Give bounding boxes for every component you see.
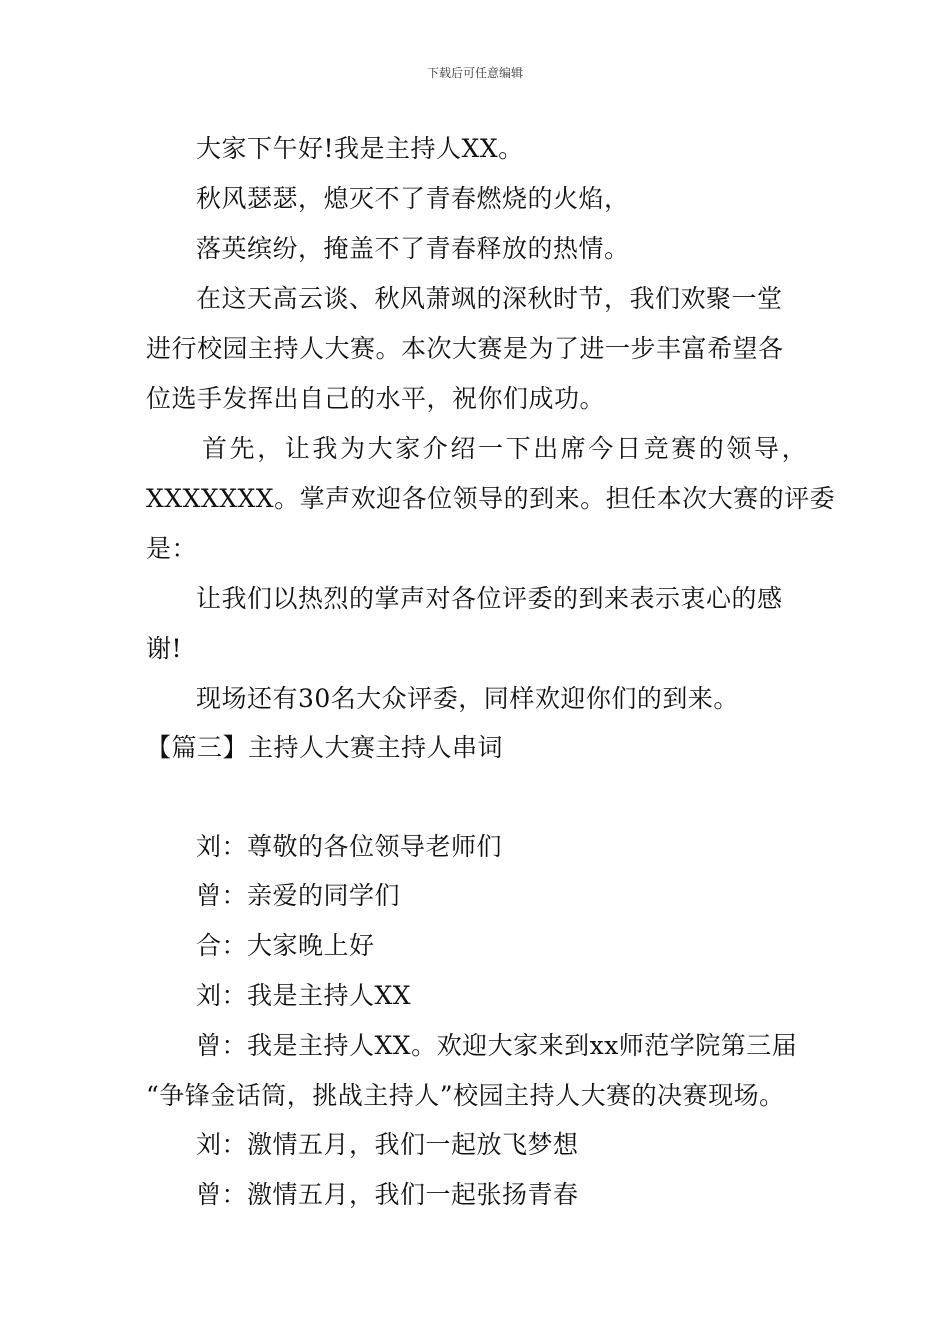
dialogue-line: 合：大家晚上好 (196, 931, 375, 960)
dialogue-line: 曾：亲爱的同学们 (196, 881, 401, 910)
paragraph-line: 让我们以热烈的掌声对各位评委的到来表示衷心的感 (196, 584, 783, 613)
header-note: 下载后可任意编辑 (426, 66, 523, 80)
dialogue-line: “争锋金话筒，挑战主持人”校园主持人大赛的决赛现场。 (146, 1081, 785, 1110)
paragraph-line: XXXXXXX。掌声欢迎各位领导的到来。担任本次大赛的评委 (146, 484, 836, 513)
paragraph-line: 大家下午好!我是主持人XX。 (196, 134, 524, 163)
paragraph-line: 现场还有30名大众评委，同样欢迎你们的到来。 (196, 684, 739, 713)
dialogue-line: 刘：激情五月，我们一起放飞梦想 (196, 1130, 579, 1159)
paragraph-line: 首先，让我为大家介绍一下出席今日竞赛的领导， (202, 434, 810, 463)
paragraph-line: 秋风瑟瑟，熄灭不了青春燃烧的火焰， (196, 184, 630, 213)
section-heading: 【篇三】主持人大赛主持人串词 (146, 733, 504, 762)
paragraph-line: 是： (146, 534, 198, 563)
paragraph-line: 在这天高云谈、秋风萧飒的深秋时节，我们欢聚一堂 (196, 284, 783, 313)
paragraph-line: 落英缤纷，掩盖不了青春释放的热情。 (196, 234, 630, 263)
paragraph-line: 谢! (146, 634, 183, 663)
dialogue-line: 曾：我是主持人XX。欢迎大家来到xx师范学院第三届 (196, 1031, 798, 1060)
dialogue-line: 刘：尊敬的各位领导老师们 (196, 832, 503, 861)
paragraph-line: 进行校园主持人大赛。本次大赛是为了进一步丰富希望各 (146, 334, 784, 363)
dialogue-line: 刘：我是主持人XX (196, 981, 412, 1010)
paragraph-line: 位选手发挥出自己的水平，祝你们成功。 (146, 384, 606, 413)
dialogue-line: 曾：激情五月，我们一起张扬青春 (196, 1180, 579, 1209)
